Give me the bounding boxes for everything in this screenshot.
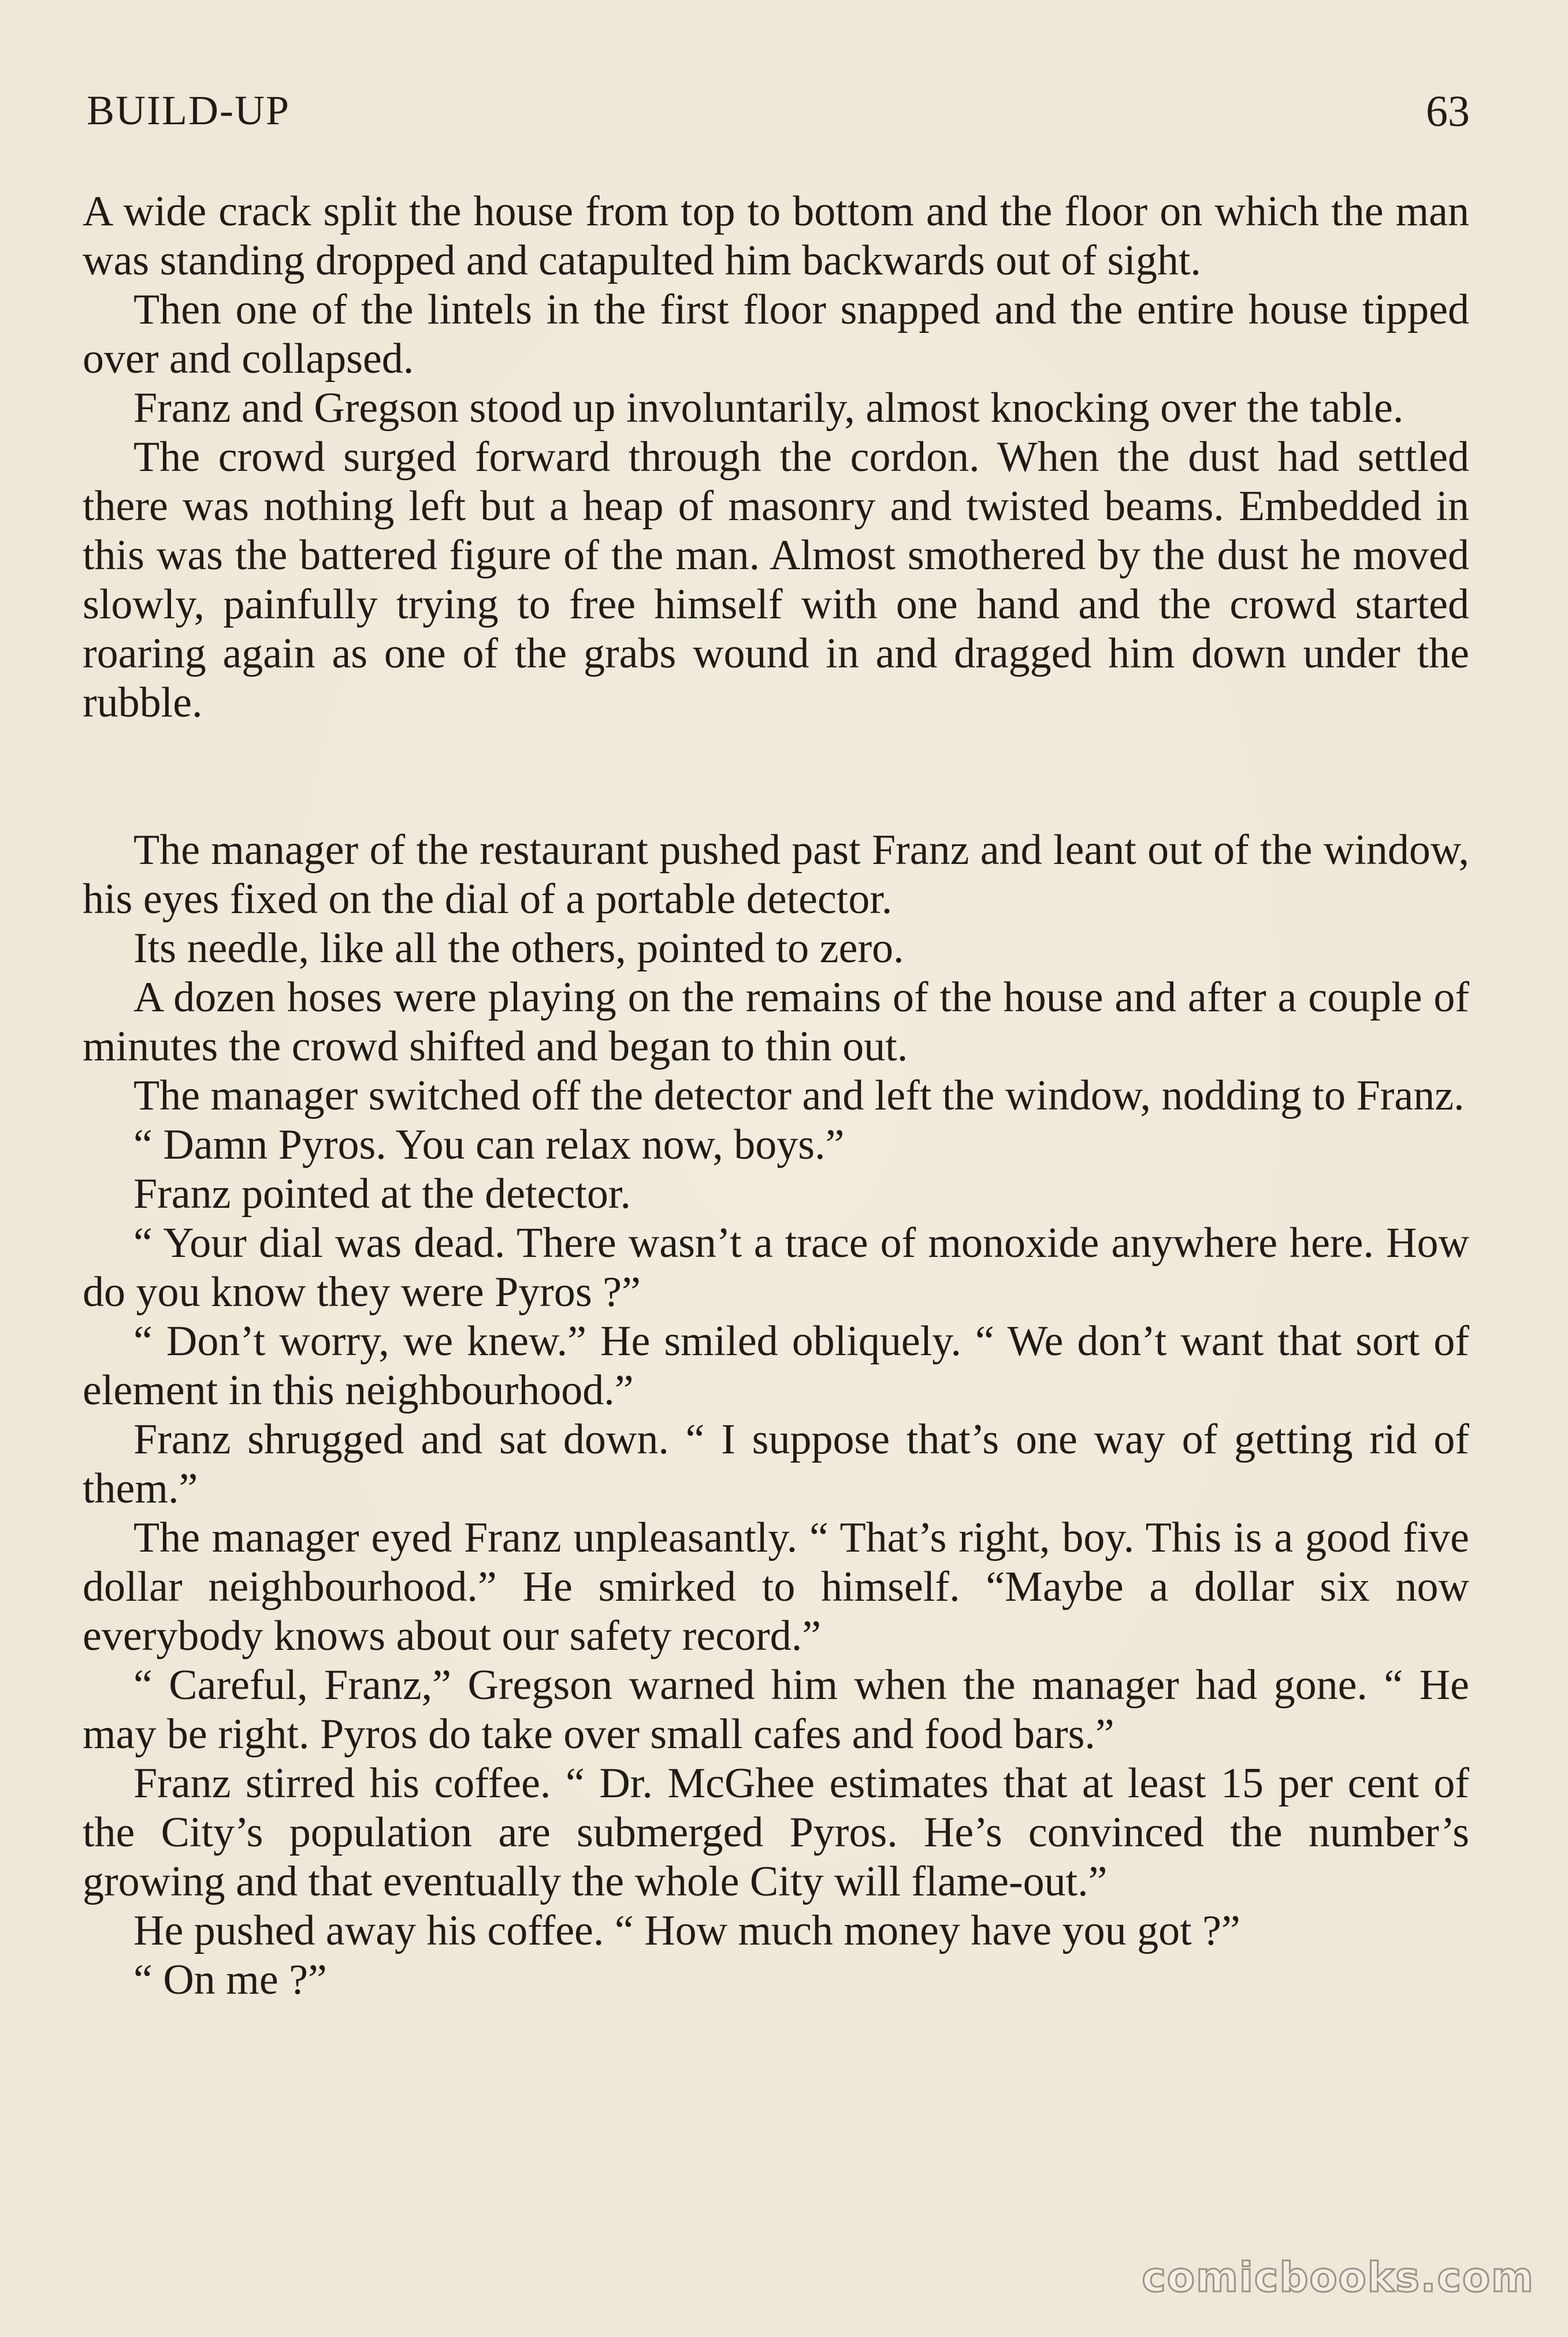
paragraph: The manager of the restaurant pushed past Franz and leant out of the window, his eyes fixed on the dial of a portable detector. [83, 826, 1469, 923]
paragraph: He pushed away his coffee. “ How much money have you got ?” [133, 1907, 1240, 1954]
paragraph: “ Don’t worry, we knew.” He smiled obliquely. “ We don’t want that sort of element in this neighbourhood.” [83, 1318, 1469, 1414]
paragraph: Franz stirred his coffee. “ Dr. McGhee estimates that at least 15 per cent of the City’s population are submerged Pyros. He’s convinced the number’s growing and that eventually the whole City will flame-out.” [83, 1760, 1469, 1905]
paragraph: The crowd surged forward through the cordon. When the dust had settled there was nothing left but a heap of masonry and twisted beams. Embedded in this was the battered figure of the man. Almost smothered by the dust he moved slowly, painfully trying to free himself with one hand and the crowd started roaring again as one of the grabs wound in and dragged him down under the rubble. [83, 433, 1469, 726]
site-watermark: comicbooks.com [1142, 2254, 1534, 2301]
paragraph: The manager eyed Franz unpleasantly. “ That’s right, boy. This is a good five dollar neighbourhood.” He smirked to himself. “Maybe a dollar six now everybody knows about our safety record.” [83, 1514, 1469, 1660]
paragraph: “ Damn Pyros. You can relax now, boys.” [133, 1121, 845, 1168]
section-break [83, 728, 1469, 826]
chapter-title: BUILD-UP [87, 87, 290, 133]
paragraph: Franz and Gregson stood up involuntarily, almost knocking over the table. [133, 384, 1404, 432]
page-number: 63 [1426, 87, 1470, 136]
paragraph: Then one of the lintels in the first floor snapped and the entire house tipped over and collapsed. [83, 286, 1469, 383]
paragraph: “ On me ?” [133, 1956, 327, 2004]
paragraph: A wide crack split the house from top to bottom and the floor on which the man was standing dropped and catapulted him backwards out of sight. [83, 188, 1469, 284]
paragraph: The manager switched off the detector and left the window, nodding to Franz. [133, 1072, 1465, 1119]
running-head [87, 87, 1470, 150]
paragraph: A dozen hoses were playing on the remains of the house and after a couple of minutes the crowd shifted and began to thin out. [83, 974, 1469, 1070]
body-text [83, 187, 1469, 2005]
paragraph: “ Careful, Franz,” Gregson warned him when the manager had gone. “ He may be right. Pyros do take over small cafes and food bars.” [83, 1661, 1469, 1758]
paragraph: “ Your dial was dead. There wasn’t a trace of monoxide anywhere here. How do you know they were Pyros ?” [83, 1219, 1469, 1316]
paragraph: Franz pointed at the detector. [133, 1170, 631, 1218]
paragraph: Franz shrugged and sat down. “ I suppose that’s one way of getting rid of them.” [83, 1416, 1469, 1512]
paragraph: Its needle, like all the others, pointed to zero. [133, 925, 904, 972]
